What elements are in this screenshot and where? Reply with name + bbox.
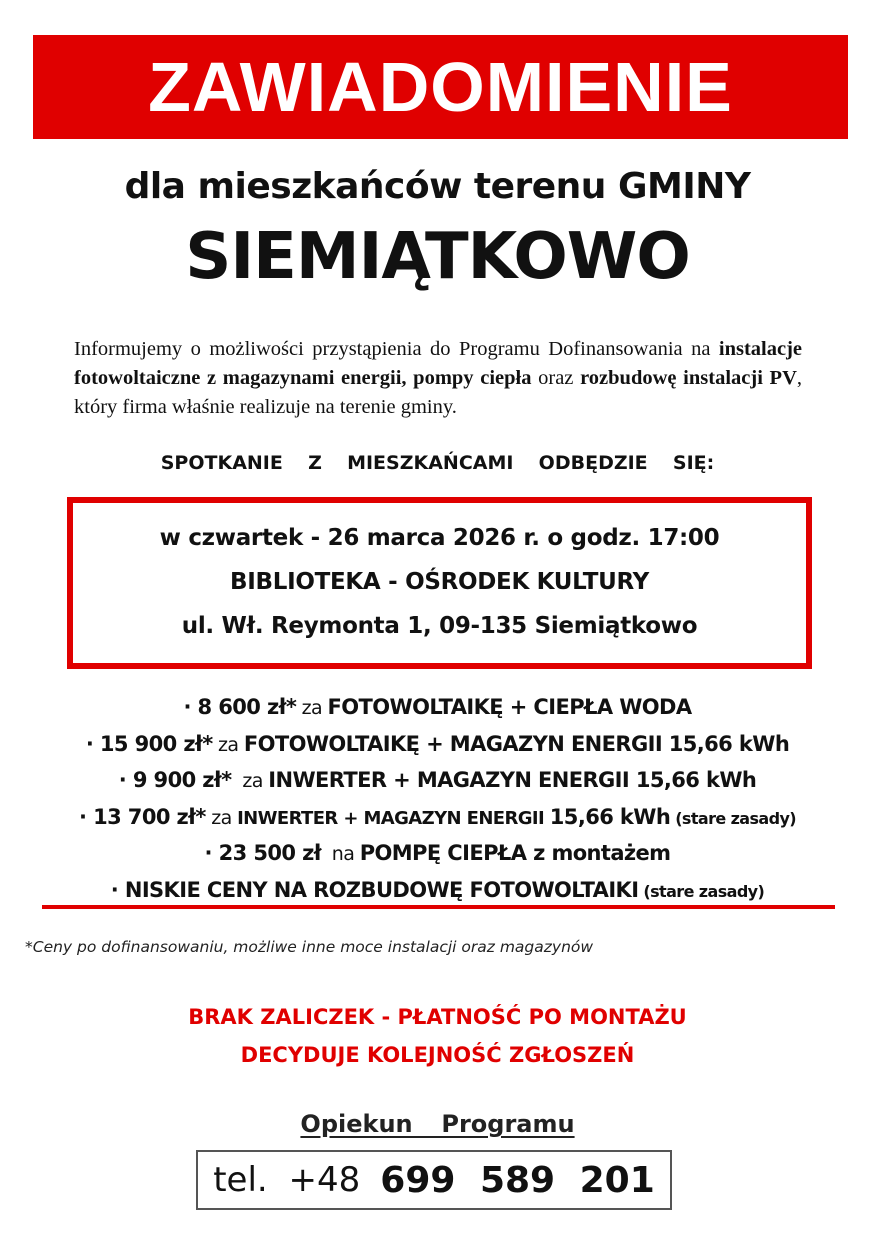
meeting-venue: BIBLIOTEKA - OŚRODEK KULTURY (230, 569, 649, 595)
intro-text: oraz (531, 367, 581, 389)
offer-product: FOTOWOLTAIKĘ + MAGAZYN ENERGII 15,66 kWh (243, 731, 790, 756)
offer-item (0, 763, 875, 800)
offer-note: (stare zasady) (670, 808, 797, 828)
offer-connector: na (320, 843, 360, 865)
offer-note: (stare zasady) (638, 881, 765, 901)
red-divider (42, 905, 835, 909)
contact-label: Opiekun Programu (300, 1110, 575, 1138)
offer-list (0, 690, 875, 909)
meeting-info-box (67, 497, 812, 669)
offer-connector: za (205, 806, 238, 829)
page-title: ZAWIADOMIENIE (148, 48, 733, 126)
phone-number[interactable]: 699 589 201 (380, 1159, 655, 1201)
offer-product: INWERTER + MAGAZYN ENERGII (237, 807, 550, 829)
offer-product: POMPĘ CIEPŁA z montażem (359, 841, 671, 865)
notice-no-advance: BRAK ZALICZEK - PŁATNOŚĆ PO MONTAŻU (188, 1005, 687, 1029)
intro-bold-pv: rozbudowę instalacji PV (580, 367, 797, 389)
offer-price: · 9 900 zł* (118, 768, 232, 792)
offer-price: · 15 900 zł* (85, 731, 213, 756)
meeting-heading: SPOTKANIE Z MIESZKAŃCAMI ODBĘDZIE SIĘ: (160, 452, 715, 474)
offer-price: · 8 600 zł* (183, 695, 297, 719)
notice-order: DECYDUJE KOLEJNOŚĆ ZGŁOSZEŃ (240, 1043, 635, 1067)
offer-item (0, 727, 875, 764)
title-banner (33, 35, 848, 139)
intro-text: Informujemy o możliwości przystąpienia do Programu Dofinansowania na (74, 338, 719, 360)
offer-connector: za (231, 770, 269, 792)
offer-price: · 23 500 zł (204, 841, 321, 865)
intro-text: , który firma właśnie realizuje na terenie gminy. (74, 367, 803, 418)
phone-prefix: tel. +48 (213, 1160, 361, 1200)
intro-paragraph (74, 335, 802, 422)
meeting-date: w czwartek - 26 marca 2026 r. o godz. 17:00 (159, 525, 720, 551)
intro-bold-products: instalacje fotowoltaiczne z magazynami energii, pompy ciepła (74, 338, 802, 389)
offer-item (0, 690, 875, 727)
price-footnote: *Ceny po dofinansowaniu, możliwe inne moce instalacji oraz magazynów (25, 938, 594, 956)
offer-price: · 13 700 zł* (78, 804, 206, 829)
offer-product: INWERTER + MAGAZYN ENERGII 15,66 kWh (268, 768, 757, 792)
offer-product: FOTOWOLTAIKĘ + CIEPŁA WODA (327, 695, 692, 719)
offer-price: · NISKIE CENY NA ROZBUDOWĘ FOTOWOLTAIKI (110, 877, 639, 902)
offer-connector: za (296, 697, 328, 719)
offer-item (0, 836, 875, 873)
subtitle: dla mieszkańców terenu GMINY (124, 166, 751, 207)
municipality-name: SIEMIĄTKOWO (185, 220, 690, 294)
offer-item (0, 873, 875, 910)
meeting-address: ul. Wł. Reymonta 1, 09-135 Siemiątkowo (181, 613, 698, 639)
phone-box (196, 1150, 672, 1210)
offer-product-capacity: 15,66 kWh (549, 804, 671, 829)
offer-item (0, 800, 875, 837)
offer-connector: za (212, 733, 244, 756)
